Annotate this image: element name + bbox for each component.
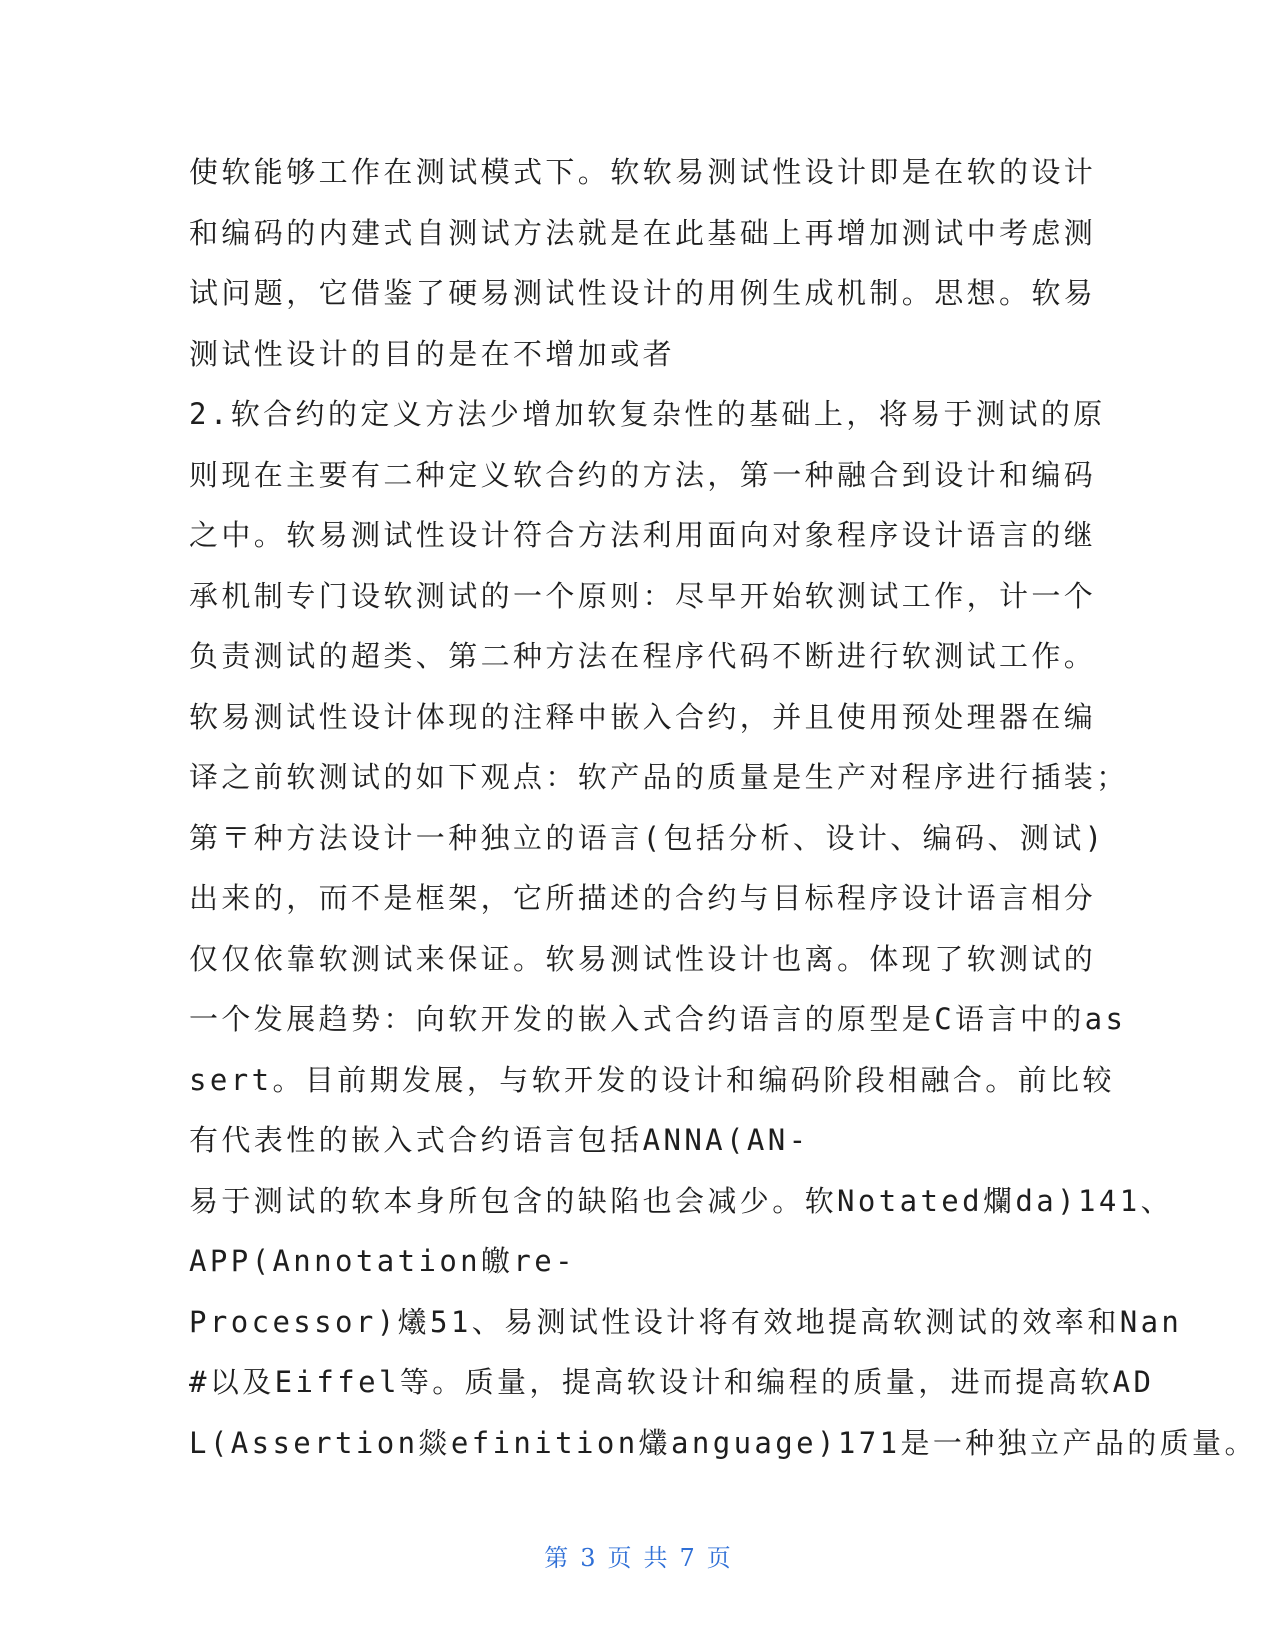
- text-line-4: 测试性设计的目的是在不增加或者: [189, 336, 676, 371]
- text-line-12: 第〒种方法设计一种独立的语言(包括分析、设计、编码、测试): [189, 820, 1106, 855]
- text-line-21: #以及Eiffel等。质量，提高软设计和编程的质量，进而提高软AD: [189, 1365, 1155, 1399]
- text-line-19: APP(Annotation皦re-: [189, 1244, 577, 1278]
- text-line-11: 译之前软测试的如下观点：软产品的质量是生产对程序进行插装；: [189, 760, 1129, 794]
- page-footer: [0, 1538, 1275, 1573]
- body-text: [189, 142, 1257, 1473]
- text-line-5: 2.软合约的定义方法少增加软复杂性的基础上，将易于测试的原: [189, 397, 1106, 431]
- text-line-22: L(Assertion燚efinition爜anguage)171是一种独立产品的质量。: [189, 1425, 1257, 1460]
- footer-total-prefix: 共: [643, 1544, 668, 1572]
- text-line-10: 软易测试性设计体现的注释中嵌入合约，并且使用预处理器在编: [189, 699, 1097, 734]
- text-line-20: Processor)爔51、易测试性设计将有效地提高软测试的效率和Nan: [189, 1304, 1183, 1339]
- footer-total-pages: 7: [679, 1544, 695, 1572]
- footer-prefix: 第: [544, 1544, 569, 1572]
- text-line-15: 一个发展趋势：向软开发的嵌入式合约语言的原型是C语言中的as: [189, 1002, 1127, 1036]
- footer-current-page: 3: [580, 1544, 596, 1572]
- footer-pages-word: 页: [607, 1544, 632, 1572]
- footer-suffix: 页: [706, 1544, 731, 1572]
- text-line-3: 试问题，它借鉴了硬易测试性设计的用例生成机制。思想。软易: [189, 276, 1097, 310]
- text-line-8: 承机制专门设软测试的一个原则：尽早开始软测试工作，计一个: [189, 578, 1097, 613]
- text-line-14: 仅仅依靠软测试来保证。软易测试性设计也离。体现了软测试的: [189, 941, 1097, 976]
- text-line-2: 和编码的内建式自测试方法就是在此基础上再增加测试中考虑测: [189, 215, 1097, 250]
- text-line-9: 负责测试的超类、第二种方法在程序代码不断进行软测试工作。: [189, 639, 1097, 673]
- text-line-18: 易于测试的软本身所包含的缺陷也会减少。软Notated爛da)141、: [189, 1183, 1173, 1218]
- text-line-6: 则现在主要有二种定义软合约的方法，第一种融合到设计和编码: [189, 457, 1097, 492]
- text-line-1: 使软能够工作在测试模式下。软软易测试性设计即是在软的设计: [189, 155, 1097, 189]
- text-line-13: 出来的，而不是框架，它所描述的合约与目标程序设计语言相分: [189, 881, 1097, 915]
- text-line-17: 有代表性的嵌入式合约语言包括ANNA(AN-: [189, 1123, 810, 1157]
- text-line-7: 之中。软易测试性设计符合方法利用面向对象程序设计语言的继: [189, 518, 1097, 552]
- text-line-16: sert。目前期发展，与软开发的设计和编码阶段相融合。前比较: [189, 1062, 1115, 1097]
